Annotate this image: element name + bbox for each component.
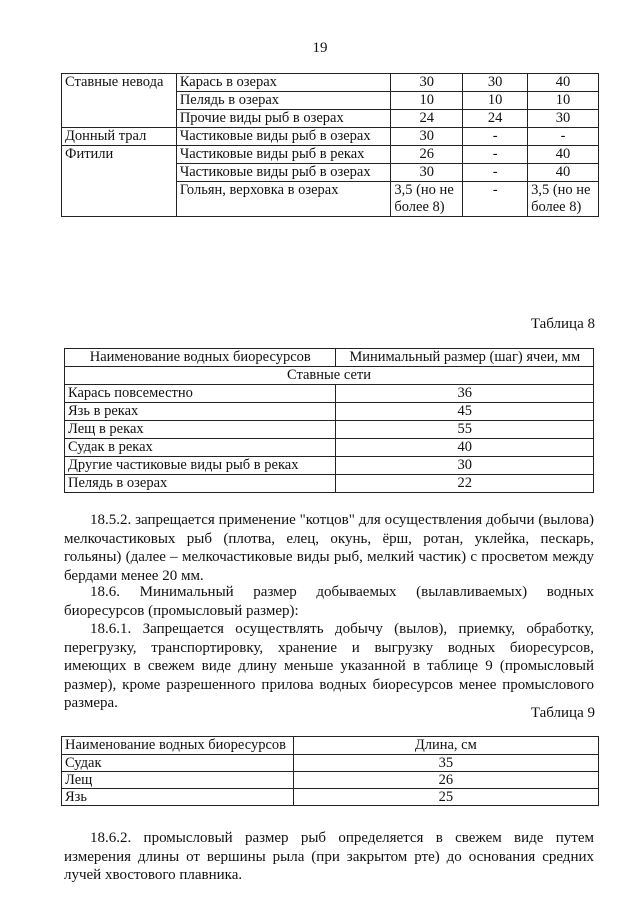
table-cell: 36 — [336, 385, 594, 403]
table-cell: 40 — [528, 146, 599, 164]
paragraph-18-6: 18.6. Минимальный размер добываемых (вылавливаемых) водных биоресурсов (промысловый размер): — [64, 584, 594, 619]
table-cell: 30 — [336, 457, 594, 475]
table-cell: Частиковые виды рыб в реках — [176, 146, 391, 164]
table-row — [62, 74, 599, 92]
table-cell: 40 — [336, 439, 594, 457]
table-cell: 30 — [391, 128, 463, 146]
section-label: Ставные сети — [65, 367, 594, 385]
table-cell: Другие частиковые виды рыб в реках — [65, 457, 336, 475]
table-cell: 40 — [528, 164, 599, 182]
table-cell: 30 — [528, 110, 599, 128]
table-cell: 30 — [391, 164, 463, 182]
table-cell: Фитили — [62, 146, 177, 217]
table8-caption: Таблица 8 — [530, 316, 595, 332]
table-cell: 25 — [293, 789, 598, 806]
table-cell: - — [463, 182, 528, 217]
table-cell: 24 — [463, 110, 528, 128]
table-cell: Язь — [62, 789, 294, 806]
table-row — [65, 475, 594, 493]
table-cell: - — [463, 146, 528, 164]
table-row — [65, 439, 594, 457]
table-row — [62, 772, 599, 789]
table-row — [65, 457, 594, 475]
table-cell: Судак — [62, 755, 294, 772]
table-cell: Пелядь в озерах — [176, 92, 391, 110]
table-cell: 3,5 (но не более 8) — [528, 182, 599, 217]
table-cell: 26 — [293, 772, 598, 789]
table-cell: - — [463, 128, 528, 146]
column-header: Наименование водных биоресурсов — [65, 349, 336, 367]
table-cell: 22 — [336, 475, 594, 493]
table-row — [62, 755, 599, 772]
table-cell: Карась в озерах — [176, 74, 391, 92]
table-cell: Язь в реках — [65, 403, 336, 421]
gear-limits-table — [61, 73, 599, 217]
table-cell: Гольян, верховка в озерах — [176, 182, 391, 217]
table-cell: Карась повсеместно — [65, 385, 336, 403]
paragraph-18-6-1: 18.6.1. Запрещается осуществлять добычу (вылов), приемку, обработку, перегрузку, транспортировку, хранение и выгрузку водных биоресурсов, имеющих в свежем виде длину меньше указанной в таблице 9 (промысловый размер), кроме разрешенного прилова водных биоресурсов менее промыслового размера. — [64, 621, 594, 711]
table-cell: - — [463, 164, 528, 182]
table-cell: 40 — [528, 74, 599, 92]
table-cell: Судак в реках — [65, 439, 336, 457]
table-header-row — [62, 737, 599, 755]
paragraph-18-6-2: 18.6.2. промысловый размер рыб определяется в свежем виде путем измерения длины от вершины рыла (при закрытом рте) до основания средних лучей хвостового плавника. — [64, 830, 594, 883]
table-cell: 24 — [391, 110, 463, 128]
table-row — [65, 385, 594, 403]
table-cell: Пелядь в озерах — [65, 475, 336, 493]
column-header: Длина, см — [293, 737, 598, 755]
table-row — [62, 789, 599, 806]
table-cell: 30 — [463, 74, 528, 92]
table-cell: - — [528, 128, 599, 146]
table9-caption: Таблица 9 — [530, 705, 595, 721]
length-table — [61, 736, 599, 806]
table-cell: Прочие виды рыб в озерах — [176, 110, 391, 128]
page-number: 19 — [312, 40, 328, 56]
paragraph-18-5-2: 18.5.2. запрещается применение "котцов" для осуществления добычи (вылова) мелкочастиковых рыб (плотва, елец, окунь, ёрш, ротан, уклейка, пескарь, гольяны) (далее – мелкочастиковые виды рыб, мелкий частик) с просветом между бердами менее 20 мм. — [64, 512, 594, 584]
table-cell: Частиковые виды рыб в озерах — [176, 128, 391, 146]
table-cell: 10 — [528, 92, 599, 110]
table-cell: Донный трал — [62, 128, 177, 146]
table-row — [65, 421, 594, 439]
mesh-size-table — [64, 348, 594, 493]
table-cell: Частиковые виды рыб в озерах — [176, 164, 391, 182]
table-row — [62, 128, 599, 146]
table-cell: 45 — [336, 403, 594, 421]
column-header: Минимальный размер (шаг) ячеи, мм — [336, 349, 594, 367]
table-cell: Ставные невода — [62, 74, 177, 128]
table-cell: 10 — [463, 92, 528, 110]
table-cell: 26 — [391, 146, 463, 164]
table-cell: 30 — [391, 74, 463, 92]
table-cell: 35 — [293, 755, 598, 772]
table-section-row — [65, 367, 594, 385]
table-cell: Лещ в реках — [65, 421, 336, 439]
table-row — [62, 146, 599, 164]
table-cell: 10 — [391, 92, 463, 110]
table-cell: 3,5 (но не более 8) — [391, 182, 463, 217]
table-cell: 55 — [336, 421, 594, 439]
column-header: Наименование водных биоресурсов — [62, 737, 294, 755]
table-cell: Лещ — [62, 772, 294, 789]
table-row — [65, 403, 594, 421]
table-header-row — [65, 349, 594, 367]
